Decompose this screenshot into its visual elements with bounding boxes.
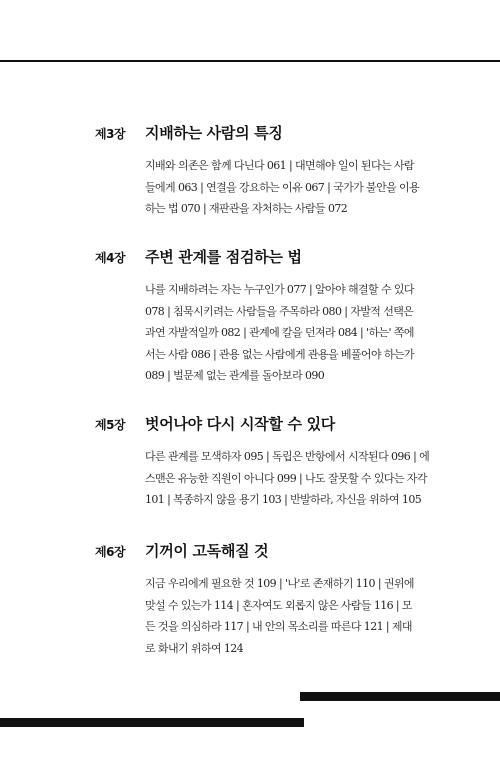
- chapter-title: 주변 관계를 점검하는 법: [145, 248, 302, 266]
- contents-line: 101 | 복종하지 않을 용기 103 | 반발하라, 자신을 위하여 105: [145, 493, 422, 506]
- contents-line: 하는 법 070 | 재판관을 자처하는 사람들 072: [145, 202, 348, 215]
- chapter-contents: [145, 573, 445, 659]
- chapter-label: 제4장: [95, 251, 126, 265]
- contents-line: 서는 사람 086 | 관용 없는 사람에게 관용을 베풀어야 하는가: [145, 347, 414, 361]
- chapter-contents: [145, 279, 445, 387]
- chapter-label: 제5장: [95, 418, 126, 432]
- contents-line: 나를 지배하려는 자는 누구인가 077 | 알아야 해결할 수 있다: [145, 283, 414, 296]
- contents-line: 다른 관계를 모색하자 095 | 독립은 반항에서 시작된다 096 | 에: [145, 450, 430, 463]
- chapter-contents: [145, 155, 445, 220]
- contents-line: 지금 우리에게 필요한 것 109 | '나'로 존재하기 110 | 권위에: [145, 577, 414, 590]
- contents-line: 지배와 의존은 함께 다닌다 061 | 대면해야 일이 된다는 사람: [145, 159, 414, 172]
- contents-line: 과연 자발적일까 082 | 관계에 칼을 던져라 084 | '하는' 쪽에: [145, 326, 414, 339]
- contents-line: 스맨은 유능한 직원이 아니다 099 | 나도 잘못할 수 있다는 자각: [145, 471, 427, 485]
- contents-line: 들에게 063 | 연결을 강요하는 이유 067 | 국가가 불안을 이용: [145, 180, 420, 194]
- contents-line: 맞설 수 있는가 114 | 혼자여도 외롭지 않은 사람들 116 | 모: [145, 598, 412, 612]
- chapter-title: 지배하는 사람의 특징: [145, 124, 283, 142]
- contents-line: 든 것을 의심하라 117 | 내 안의 목소리를 따른다 121 | 제대: [145, 620, 412, 633]
- contents-line: 089 | 벌문제 없는 관계를 돌아보라 090: [145, 369, 325, 382]
- chapter-label: 제3장: [95, 127, 126, 141]
- decorative-bar-left: [0, 718, 304, 727]
- chapter-label: 제6장: [95, 545, 126, 559]
- top-divider: [0, 60, 500, 62]
- chapter-title: 벗어나야 다시 시작할 수 있다: [145, 415, 335, 433]
- contents-line: 로 화내기 위하여 124: [145, 641, 244, 655]
- chapter-contents: [145, 446, 445, 511]
- decorative-bar-right: [300, 692, 500, 701]
- contents-line: 078 | 침묵시키려는 사람들을 주목하라 080 | 자발적 선택은: [145, 304, 414, 318]
- chapter-title: 기꺼이 고독해질 것: [145, 542, 269, 560]
